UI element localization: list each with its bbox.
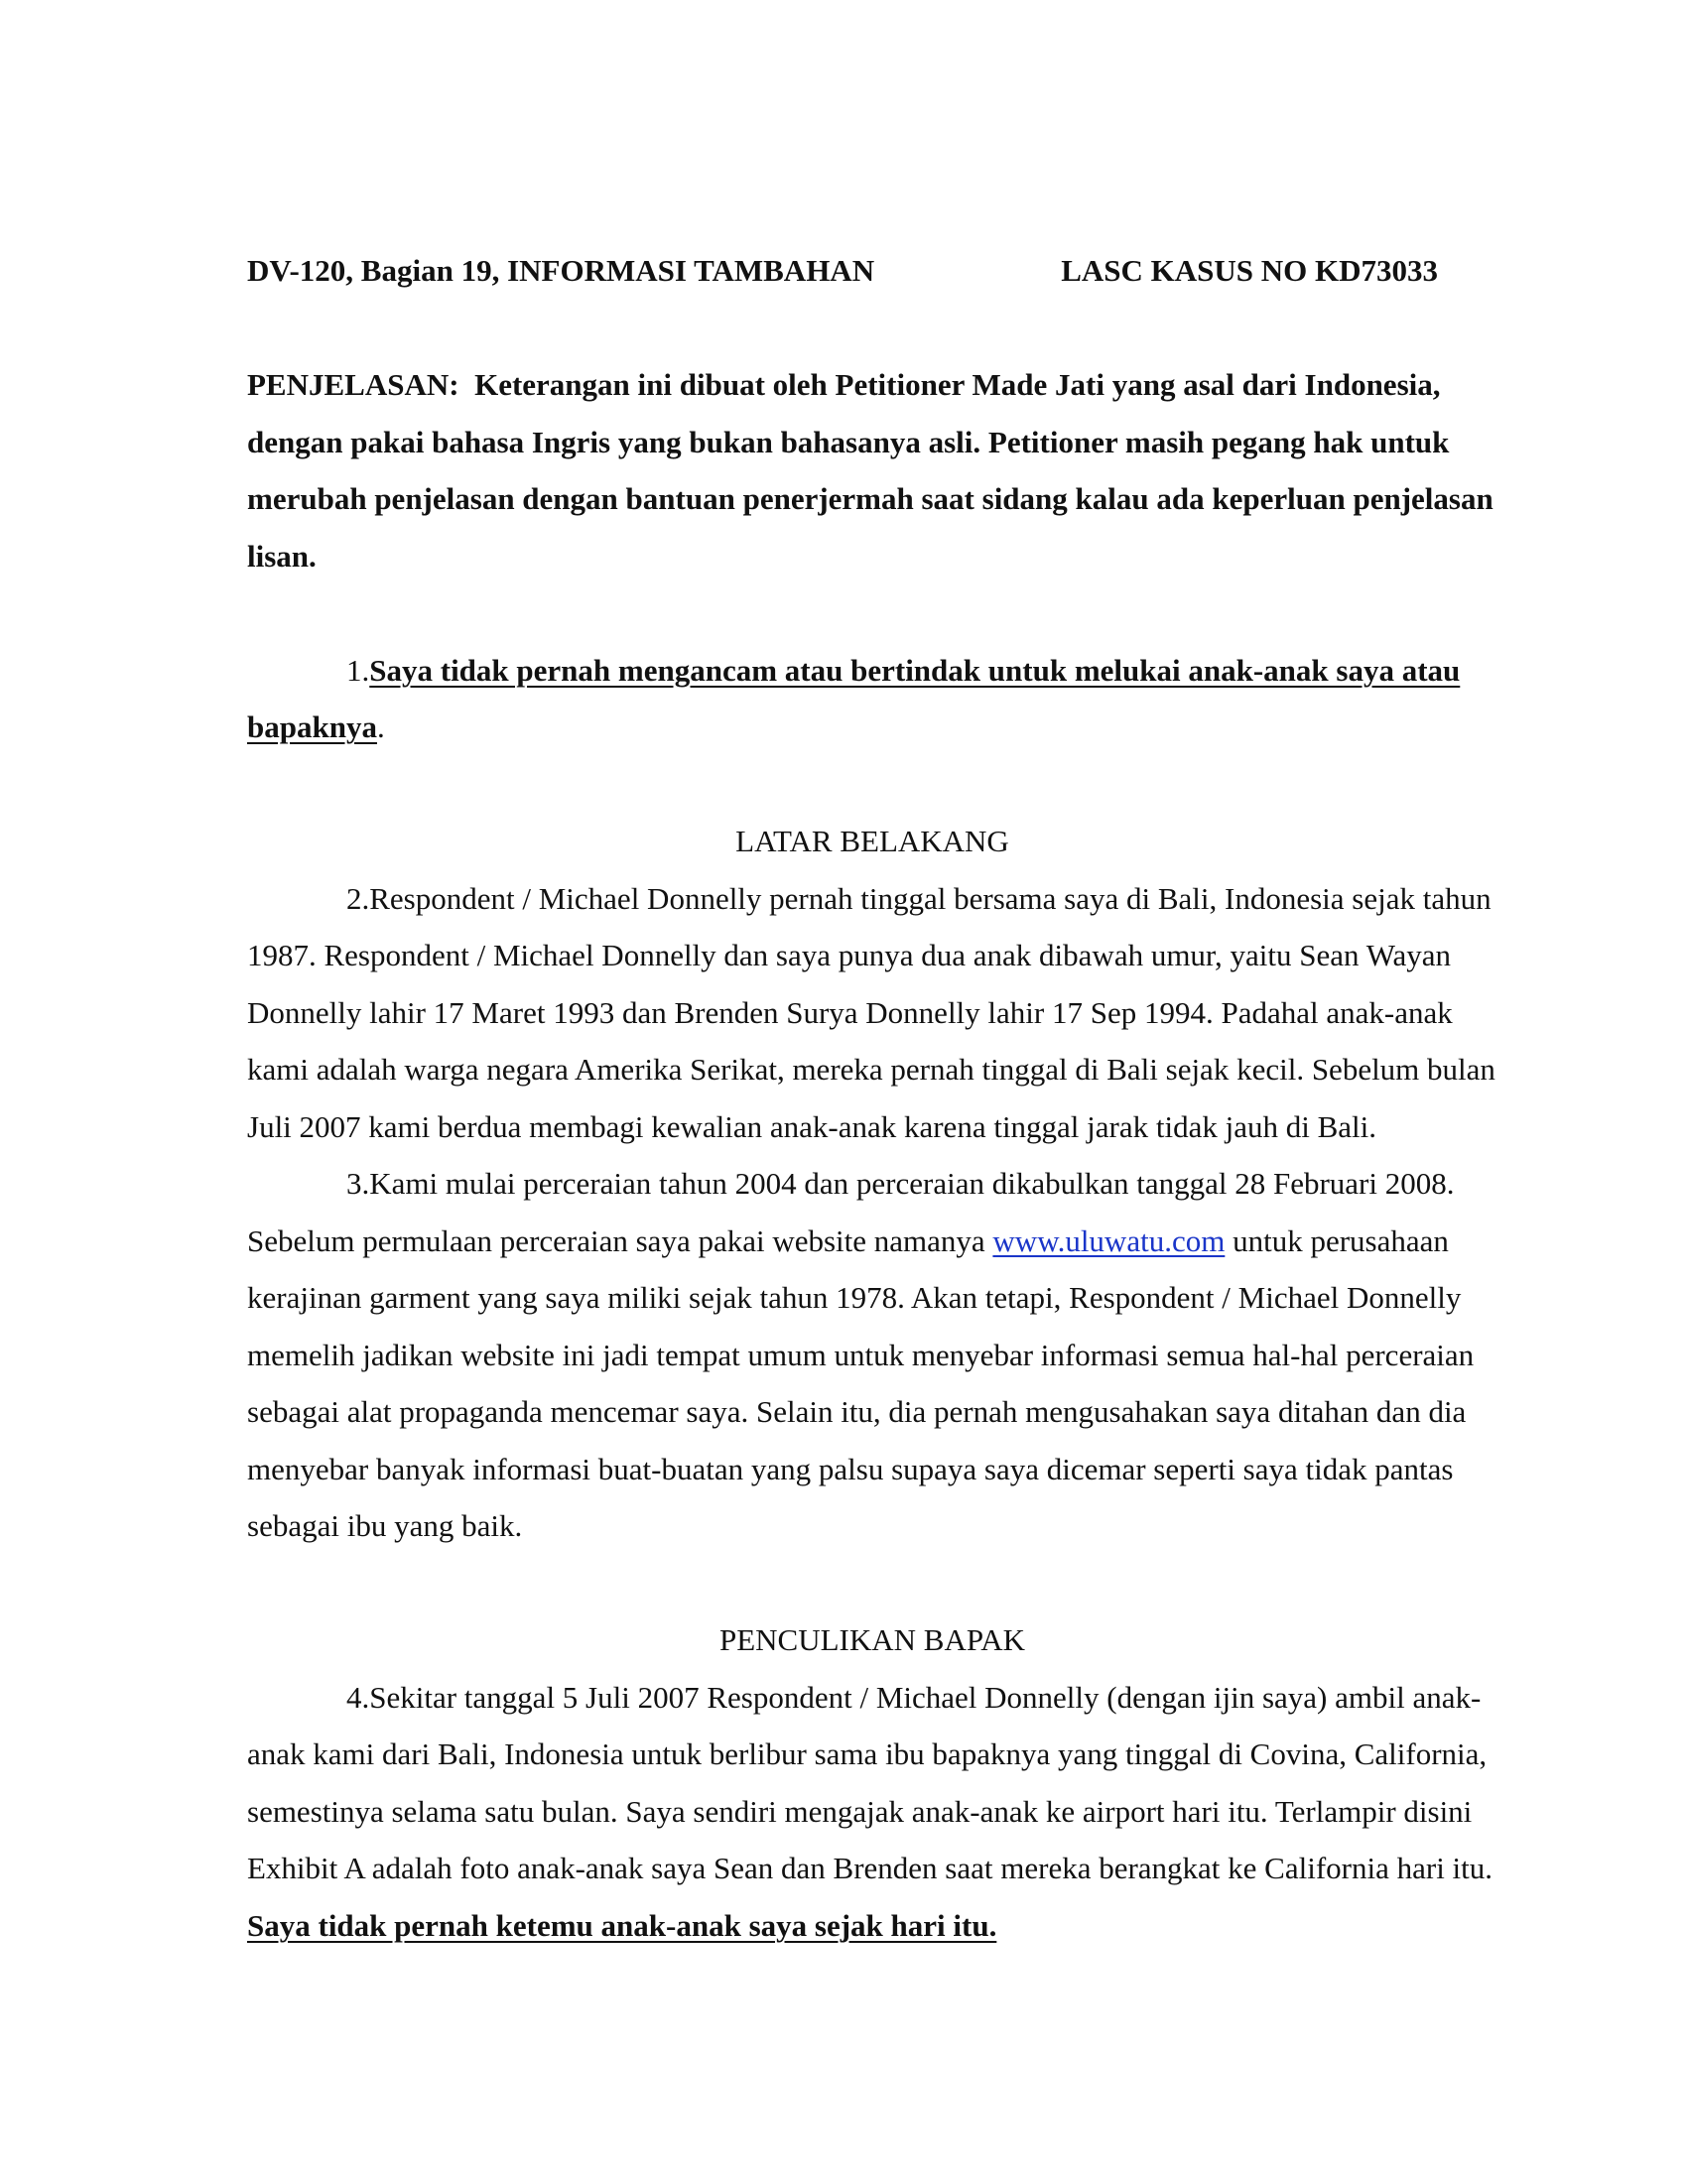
item-number: 3. [346,1166,370,1201]
explanation-text: Keterangan ini dibuat oleh Petitioner Made Jati yang asal dari Indonesia, dengan pakai bahasa Ingris yang bukan bahasanya asli. Petitioner masih pegang hak untuk merubah penjelasan dengan bantuan penerjermah saat sidang kalau ada keperluan penjelasan lisan. [247,367,1493,574]
form-section-title: DV-120, Bagian 19, INFORMASI TAMBAHAN [247,253,875,288]
explanation-paragraph [247,356,1497,584]
item-4-emphasis: Saya tidak pernah ketemu anak-anak saya sejak hari itu. [247,1907,997,1943]
item-3-text-after: untuk perusahaan kerajinan garment yang saya miliki sejak tahun 1978. Akan tetapi, Respondent / Michael Donnelly memelih jadikan website ini jadi tempat umum untuk menyebar informasi semua hal-hal perceraian sebagai alat propaganda mencemar saya. Selain itu, dia pernah mengusahakan saya ditahan dan dia menyebar banyak informasi buat-buatan yang palsu supaya saya dicemar seperti saya tidak pantas sebagai ibu yang baik. [247,1222,1475,1543]
case-number: LASC KASUS NO KD73033 [1061,253,1438,288]
section-heading-background: LATAR BELAKANG [735,824,1009,858]
document-body [247,242,1497,1954]
item-2-text: Respondent / Michael Donnelly pernah tinggal bersama saya di Bali, Indonesia sejak tahun 1987. Respondent / Michael Donnelly dan saya punya dua anak dibawah umur, yaitu Sean Wayan Donnelly lahir 17 Maret 1993 dan Brenden Surya Donnelly lahir 17 Sep 1994. Padahal anak-anak kami adalah warga negara Amerika Serikat, mereka pernah tinggal di Bali sejak kecil. Sebelum bulan Juli 2007 kami berdua membagi kewalian anak-anak karena tinggal jarak tidak jauh di Bali. [247,880,1495,1144]
list-item-1 [247,642,1497,756]
explanation-label: PENJELASAN: [247,367,459,402]
item-3-text-before: Kami mulai perceraian tahun 2004 dan perceraian dikabulkan tanggal 28 Februari 2008. Sebelum permulaan perceraian saya pakai website namanya [247,1166,1455,1258]
item-number: 4. [346,1679,370,1715]
list-item-4 [247,1669,1497,1955]
item-number: 1. [346,652,370,688]
list-item-2 [247,870,1497,1156]
section-heading-abduction: PENCULIKAN BAPAK [718,1622,1026,1657]
list-item-3 [247,1155,1497,1555]
item-number: 2. [346,880,370,916]
document-header [247,242,1438,300]
item-4-text: Sekitar tanggal 5 Juli 2007 Respondent / Michael Donnelly (dengan ijin saya) ambil anak-anak kami dari Bali, Indonesia untuk berlibur sama ibu bapaknya yang tinggal di Covina, California, semestinya selama satu bulan. Saya sendiri mengajak anak-anak ke airport hari itu. Terlampir disini Exhibit A adalah foto anak-anak saya Sean dan Brenden saat mereka berangkat ke California hari itu. [247,1679,1493,1885]
item-1-statement: Saya tidak pernah mengancam atau bertindak untuk melukai anak-anak saya atau bapaknya [247,652,1461,744]
website-link[interactable]: www.uluwatu.com [992,1222,1226,1258]
item-1-trailing: . [376,709,385,744]
